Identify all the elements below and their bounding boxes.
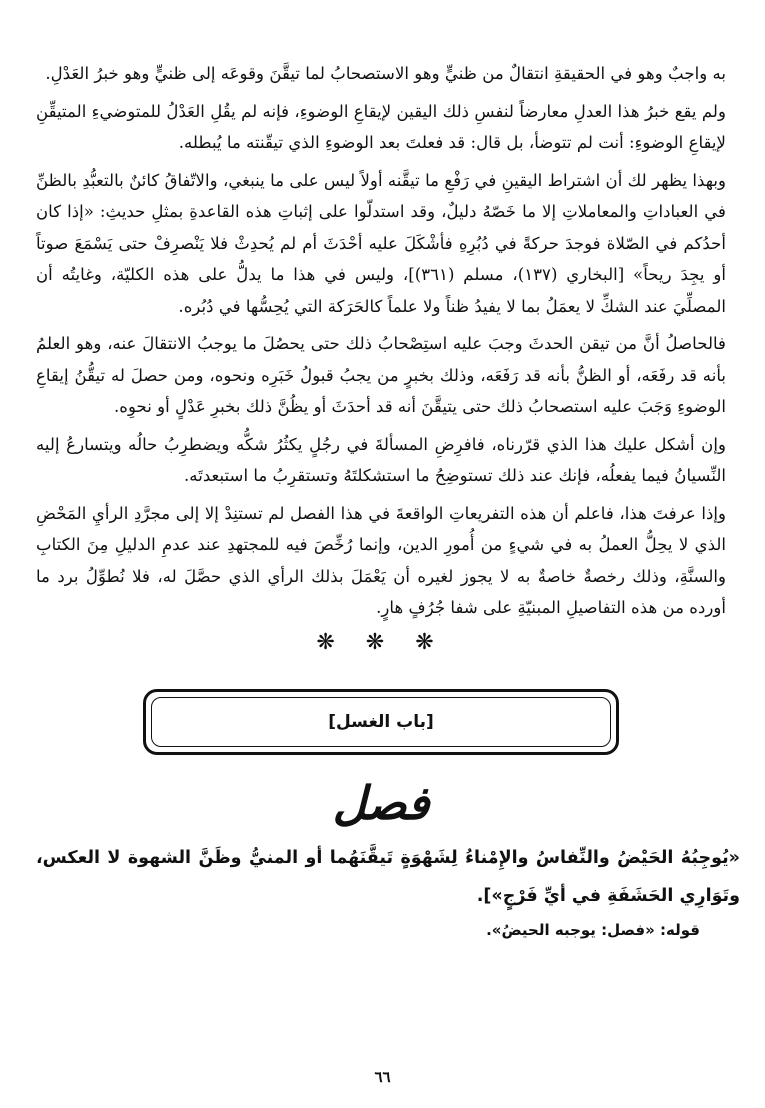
paragraph: به واجبٌ وهو في الحقيقةِ انتقالٌ من ظنيٍّ وهو الاستصحابُ لما تيقَّنَ وقوعَه إلى ظنيٍّ وهو خبرُ العَدْلِ. bbox=[45, 64, 726, 83]
paragraph: فالحاصلُ أنَّ من تيقن الحدثَ وجبَ عليه استِصْحابُ ذلك حتى يحصُلَ ما يوجبُ الانتقالَ عنه، وهو العلمُ بأنه قد رفَعَه، أو الظنُّ بأنه قد رَفَعَه، وذلك بخبرٍ من يجبُ قبولُ خَبَرِه ونحوه، ومن حصلَ له تيقُّنُ إيقاعِ الوضوءِ وَجَبَ عليه استصحابُ ذلك حتى يتيقَّنَ أنه قد أحدَثَ أو يظُنَّ ذلك بخبرِ عَدْلٍ أو نحوِه. bbox=[36, 334, 726, 416]
section-separator: ❋ ❋ ❋ bbox=[316, 629, 446, 655]
paragraph: ولم يقع خبرُ هذا العدلِ معارضاً لنفسِ ذلك اليقين لإيقاعِ الوضوءِ، فإنه لم يقُلِ العَدْلُ للمتوضيءِ المتيقِّنِ لإيقاعِ الوضوءِ: أنت لم تتوضأ، بل قال: قد فعلتَ بعد الوضوءِ الذي تيقّنته ما يُبطله. bbox=[36, 101, 726, 152]
page-content bbox=[36, 58, 740, 1098]
page-number: ٦٦ bbox=[374, 1068, 391, 1086]
chapter-title-inner-frame bbox=[151, 697, 611, 747]
section-heading: فصل bbox=[332, 775, 430, 830]
paragraph: وإذا عرفتَ هذا، فاعلم أن هذه التفريعاتِ الواقعةَ في هذا الفصل لم تستنِدْ إلا إلى مجرَّدِ الرأيِ المَحْضِ الذي لا يحِلُّ العملُ به في شيءٍ من أُمورِ الدين، وإنما رُخِّصَ فيه للمجتهدِ عند عدمِ الدليلِ مِنَ الكتابِ والسنَّةِ، وذلك رخصةٌ خاصةٌ به لا يجوز لغيره أن يَعْمَلَ بذلك الرأي الذي حصَّلَ له، فلا نُطوِّلُ برد ما أورده من هذه التفاصيلِ المبنيّةِ على شفا جُرُفٍ هارٍ. bbox=[36, 503, 726, 617]
chapter-title-frame bbox=[143, 689, 619, 755]
paragraph: وإن أشكل عليك هذا الذي قرّرناه، فافرِضِ المسألةَ في رجُلٍ يكثُرُ شكُّه ويضطرِبُ حالُه ويتسارعُ إليه النِّسيانُ فيما يفعلُه، فإنك عند ذلك تستوضِحُ ما استشكلتَهُ وتستقرِبُ ما استبعدتَه. bbox=[36, 434, 726, 485]
paragraph: وبهذا يظهر لك أن اشتراط اليقينِ في رَفْعِ ما تيقَّنه أولاً ليس على ما ينبغي، والاتّفاقُ كائنٌ بالتعبُّدِ بالظنِّ في العباداتِ والمعاملاتِ إلا ما خَصّهُ دليلٌ، وقد استدلّوا على إثباتِ هذه القاعدةِ بمثلِ حديثِ: «إذا كان أحدُكم في الصّلاة فوجدَ حركةً في دُبُرِهِ فأشْكَلَ عليه أحْدَثَ أم لم يُحدِثْ فلا يَنْصرِفْ حتى يَسْمَعَ صوتاً أو يجِدَ ريحاً» [البخاري (١٣٧)، مسلم (٣٦١)]، وليس في هذا ما يدلُّ على هذه الكليّة، وغايتُه أن المصلِّيَ عند الشكِّ لا يعمَلُ بما لا يفيدُ ظناً ولا علماً كالحَرَكة التي يُحِسُّها في دُبُره. bbox=[36, 170, 726, 316]
commentary-heading: قوله: «فصل: يوجبه الحيضُ». bbox=[486, 920, 700, 939]
chapter-title: [باب الغسل] bbox=[328, 711, 434, 732]
matn-text: «يُوجِبُهُ الحَيْضُ والنِّفاسُ والإِمْناءُ لِشَهْوَةٍ تَيقَّنَهُما أو المنيُّ وظَنَّ الشهوة لا العكس، وتَوَارِي الحَشَفَةِ في أيِّ فَرْجٍ»]. bbox=[36, 847, 740, 906]
